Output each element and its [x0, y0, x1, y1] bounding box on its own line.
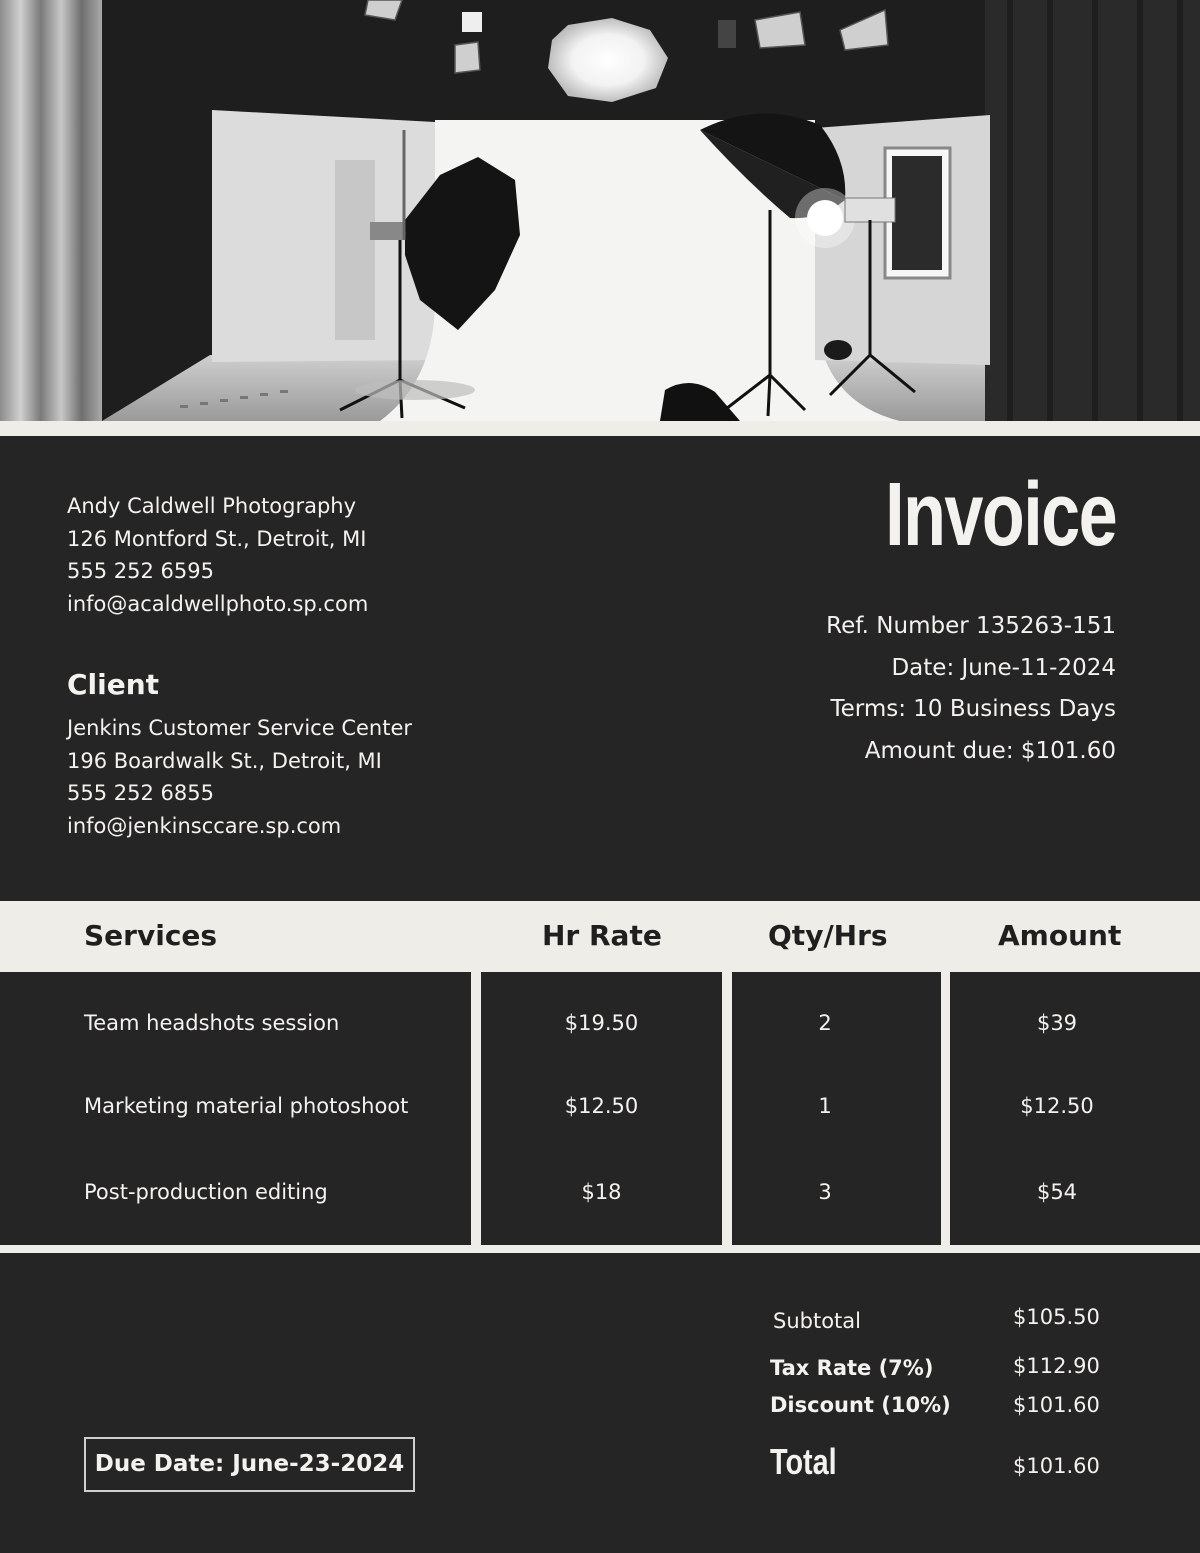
payment-terms: Terms: 10 Business Days	[830, 696, 1116, 722]
qty-column	[732, 972, 941, 1245]
services-column	[0, 972, 471, 1245]
subtotal-value: $105.50	[1013, 1305, 1100, 1329]
studio-photo	[0, 0, 1200, 421]
client-address: 196 Boardwalk St., Detroit, MI	[67, 748, 382, 773]
service-cell: Post-production editing	[84, 1180, 328, 1204]
discount-label: Discount (10%)	[770, 1393, 951, 1417]
amount-cell: $12.50	[1020, 1094, 1094, 1118]
client-info	[67, 712, 412, 842]
sender-address: 126 Montford St., Detroit, MI	[67, 526, 367, 551]
client-email: info@jenkinsccare.sp.com	[67, 813, 342, 838]
header-amount: Amount	[998, 919, 1122, 952]
rate-cell: $12.50	[564, 1094, 639, 1118]
qty-cell: 3	[818, 1180, 832, 1204]
header-hr-rate: Hr Rate	[542, 919, 662, 952]
qty-cell: 1	[818, 1094, 832, 1118]
services-table-header	[0, 901, 1200, 970]
header-qty-hrs: Qty/Hrs	[768, 919, 888, 952]
total-value: $101.60	[1013, 1454, 1100, 1478]
sender-email: info@acaldwellphoto.sp.com	[67, 591, 369, 616]
services-table-body	[0, 970, 1200, 1253]
service-cell: Team headshots session	[84, 1011, 340, 1035]
tax-label: Tax Rate (7%)	[770, 1356, 934, 1380]
rate-column	[481, 972, 722, 1245]
header-services: Services	[84, 919, 218, 952]
totals-section	[0, 1253, 1200, 1553]
qty-cell: 2	[818, 1011, 832, 1035]
ref-number: Ref. Number 135263-151	[826, 613, 1116, 639]
sender-info	[67, 490, 368, 620]
rate-cell: $19.50	[564, 1011, 639, 1035]
sender-phone: 555 252 6595	[67, 559, 214, 583]
invoice-date: Date: June-11-2024	[891, 654, 1116, 681]
rate-cell: $18	[581, 1180, 622, 1204]
due-date-box: Due Date: June-23-2024	[84, 1437, 415, 1492]
client-name: Jenkins Customer Service Center	[67, 716, 412, 740]
subtotal-label: Subtotal	[773, 1309, 861, 1333]
discount-value: $101.60	[1013, 1393, 1100, 1417]
sender-name: Andy Caldwell Photography	[67, 494, 357, 518]
hero-divider	[0, 421, 1200, 436]
service-cell: Marketing material photoshoot	[84, 1094, 409, 1118]
amount-cell: $39	[1036, 1011, 1078, 1035]
total-label: Total	[770, 1441, 837, 1482]
amount-column	[950, 972, 1200, 1245]
amount-cell: $54	[1036, 1180, 1078, 1204]
client-heading: Client	[67, 668, 160, 701]
client-phone: 555 252 6855	[67, 781, 214, 805]
invoice-header	[0, 436, 1200, 901]
amount-due: Amount due: $101.60	[864, 737, 1116, 764]
invoice-title: Invoice	[885, 465, 1116, 565]
tax-value: $112.90	[1013, 1354, 1100, 1378]
invoice-meta	[826, 606, 1116, 772]
